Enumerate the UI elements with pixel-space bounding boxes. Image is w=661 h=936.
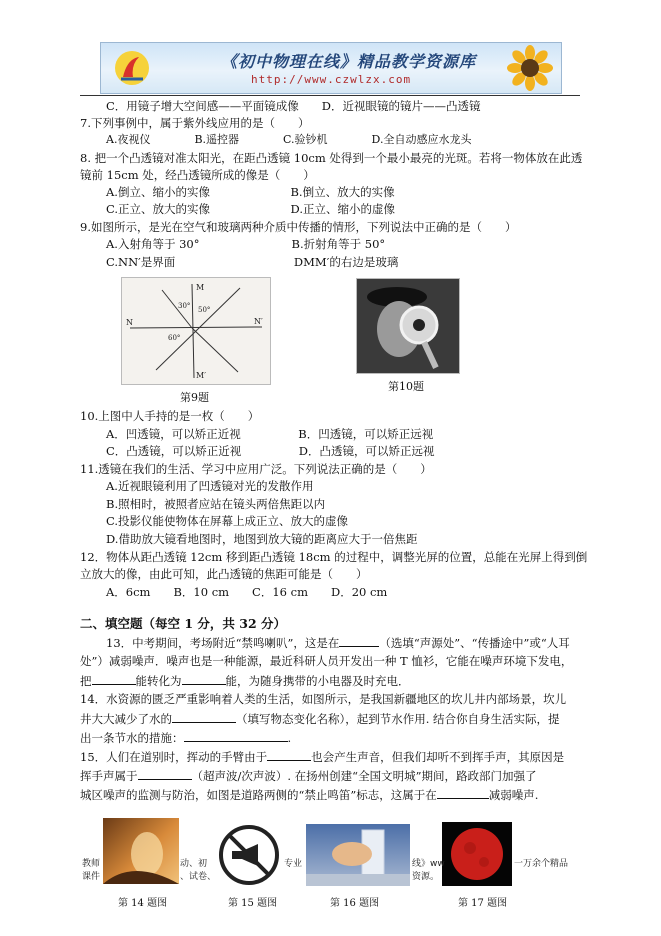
q13-text-4: 能转化为: [135, 674, 182, 688]
q15-line-3: [80, 786, 538, 803]
banner-url[interactable]: http://www.czwlzx.com: [251, 73, 412, 86]
q15-line-2: [80, 767, 536, 784]
q15-text-6: 减弱噪声.: [488, 788, 539, 802]
figure-17-caption: 第 17 题图: [458, 898, 508, 909]
figure-16-caption: 第 16 题图: [330, 898, 380, 909]
figure-15-caption: 第 15 题图: [228, 898, 278, 909]
figure-10-photo: [356, 278, 460, 374]
refraction-diagram: [122, 278, 270, 384]
q8-stem-2: 镜前 15cm 处，经凸透镜所成的像是（ ）: [80, 168, 315, 182]
q13-text-3: 把: [80, 674, 92, 688]
q11-option-b: B.照相时，被照者应站在镜头两倍焦距以内: [106, 497, 326, 511]
q12-stem-1: 12．物体从距凸透镜 12cm 移到距凸透镜 18cm 的过程中，调整光屏的位置，总能在光屏上得到倒: [80, 550, 588, 564]
figure-14-karez-photo: [103, 818, 179, 884]
angle-60: 60°: [168, 334, 181, 342]
q10-options-cd: C．凸透镜，可以矫正近视 D．凸透镜，可以矫正远视: [106, 444, 435, 458]
label-n: N: [126, 318, 133, 327]
q12-stem-2: 立放大的像，由此可知，此凸透镜的焦距可能是（ ）: [80, 567, 368, 581]
q13-text-5: 能，为随身携带的小电器及时充电．: [225, 674, 410, 688]
q14-text-4: .: [287, 731, 292, 745]
site-logo-icon: [113, 49, 151, 87]
section-2-title: 二、填空题（每空 1 分，共 32 分）: [80, 616, 287, 631]
q9-options-ab: A.入射角等于 30° B.折射角等于 50°: [106, 237, 386, 251]
cave-icon: [103, 818, 179, 884]
footer-text-1c: 专业: [284, 859, 303, 869]
hand-glass-icon: [306, 824, 410, 886]
q11-option-c: C.投影仪能使物体在屏幕上成正立、放大的虚像: [106, 514, 349, 528]
sunflower-icon: [507, 45, 553, 91]
q9-stem: 9.如图所示，是光在空气和玻璃两种介质中传播的情形，下列说法中正确的是（ ）: [80, 220, 517, 234]
header-rule: [80, 95, 580, 96]
q15-blank-3[interactable]: [437, 786, 489, 799]
q15-blank-2[interactable]: [138, 767, 192, 780]
q13-blank-3[interactable]: [182, 672, 226, 685]
label-n-prime: N′: [254, 317, 263, 326]
q10-options-ab: A．凹透镜，可以矫正近视 B．凹透镜，可以矫正远视: [106, 427, 434, 441]
q13-text-1: 13．中考期间，考场附近“禁鸣喇叭”，这是在: [106, 636, 340, 650]
q14-text-3: 出一条节水的措施：: [80, 731, 184, 745]
q7-options: A.夜视仪 B.遥控器 C.验钞机 D.全自动感应水龙头: [106, 133, 472, 146]
q13-line-2: 处”）减弱噪声．噪声也是一种能源，最近科研人员开发出一种 T 恤衫，它能在噪声环境下发电，: [80, 654, 573, 668]
q14-blank-2[interactable]: [184, 729, 288, 742]
angle-50: 50°: [198, 306, 211, 314]
q15-text-1: 15．人们在道别时，挥动的手臂由于: [80, 750, 268, 764]
q13-line-3: [80, 672, 410, 689]
q13-blank-2[interactable]: [92, 672, 136, 685]
q15-text-5: 城区噪声的监测与防治，如图是道路两侧的“禁止鸣笛”标志，这属于在: [80, 788, 437, 802]
q10-stem: 10.上图中人手持的是一枚（ ）: [80, 409, 260, 423]
footer-text-1a: 教师: [82, 859, 101, 869]
q15-blank-1[interactable]: [267, 748, 311, 761]
red-moon-icon: [442, 822, 512, 886]
no-honking-icon: [218, 824, 280, 886]
q8-options-cd: C.正立、放大的实像 D.正立、缩小的虚像: [106, 202, 396, 216]
q15-text-4: （超声波/次声波）. 在扬州创建“全国文明城”期间，路政部门加强了: [191, 769, 537, 783]
figure-14-caption: 第 14 题图: [118, 898, 168, 909]
magnifier-person-icon: [357, 279, 459, 373]
footer-text-2a: 课件: [82, 872, 101, 882]
label-m-prime: M′: [196, 371, 207, 380]
figure-9-refraction: [121, 277, 271, 385]
figure-15-no-horn-sign: [218, 824, 280, 886]
q11-option-a: A.近视眼镜利用了凹透镜对光的发散作用: [106, 479, 314, 493]
footer-text-1d: 线》ww: [412, 859, 445, 869]
q13-text-2: （选填“声源处”、“传播途中”或“人耳: [379, 636, 570, 650]
q8-stem-1: 8. 把一个凸透镜对准太阳光，在距凸透镜 10cm 处得到一个最小最亮的光斑。若将一物体放在此透: [80, 151, 583, 165]
q7-stem: 7.下列事例中，属于紫外线应用的是（ ）: [80, 116, 310, 130]
q14-text-1: 井大大减少了水的: [80, 712, 172, 726]
q15-text-2: 也会产生声音，但我们却听不到挥手声，其原因是: [311, 750, 565, 764]
banner-title: 《初中物理在线》精品教学资源库: [221, 52, 477, 71]
header-banner: [100, 42, 562, 94]
q14-text-2: （填写物态变化名称），起到节水作用. 结合你自身生活实际，提: [236, 712, 560, 726]
footer-text-2b: 、试卷、: [180, 872, 217, 882]
q11-stem: 11.透镜在我们的生活、学习中应用广泛。下列说法正确的是（ ）: [80, 462, 432, 476]
q8-options-ab: A.倒立、缩小的实像 B.倒立、放大的实像: [106, 185, 395, 199]
q13-blank-1[interactable]: [339, 634, 379, 647]
footer-text-1e: 一万余个精品: [514, 859, 569, 869]
q11-option-d: D.借助放大镜看地图时，地图到放大镜的距离应大于一倍焦距: [106, 532, 418, 546]
q14-line-3: [80, 729, 291, 746]
q9-options-cd: C.NN′是界面 DMM′的右边是玻璃: [106, 255, 399, 269]
angle-30: 30°: [178, 302, 191, 310]
footer-text-2c: 资源。: [412, 872, 440, 882]
q13-line-1: [106, 634, 570, 651]
figure-17-red-moon-photo: [442, 822, 512, 886]
q6-options-cd: C．用镜子增大空间感——平面镜成像 D．近视眼镜的镜片——凸透镜: [106, 99, 481, 113]
label-m: M: [196, 283, 205, 292]
q12-options: A．6cm B．10 cm C．16 cm D．20 cm: [106, 585, 388, 599]
figure-10-caption: 第10题: [388, 380, 424, 393]
q14-blank-1[interactable]: [172, 710, 236, 723]
q15-line-1: [80, 748, 564, 765]
figure-16-photo: [306, 824, 410, 886]
q14-line-1: 14．水资源的匮乏严重影响着人类的生活，如图所示，是我国新疆地区的坎儿井内部场景，坎儿: [80, 692, 567, 706]
q15-text-3: 挥手声属于: [80, 769, 138, 783]
footer-text-1b: 动、初: [180, 859, 208, 869]
figure-9-caption: 第9题: [180, 391, 209, 404]
q14-line-2: [80, 710, 560, 727]
